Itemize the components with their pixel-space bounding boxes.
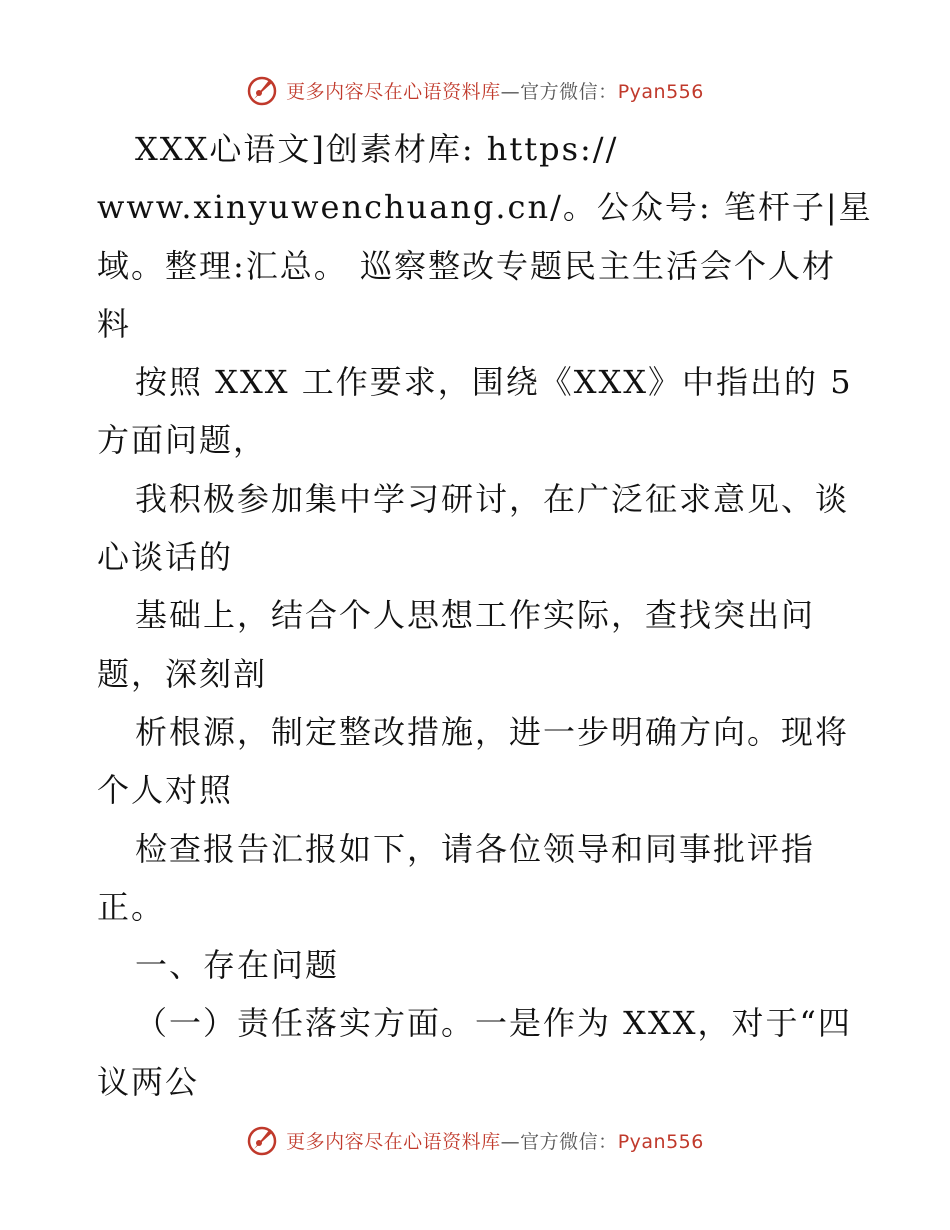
feather-pen-icon bbox=[246, 1123, 280, 1157]
document-line: XXX心语文]创素材库: https:// bbox=[135, 130, 619, 168]
header-watermark bbox=[0, 70, 950, 110]
watermark-dash: — bbox=[500, 1130, 521, 1153]
document-line: （一）责任落实方面。一是作为 XXX，对于“四 bbox=[135, 1004, 852, 1043]
document-line: 基础上，结合个人思想工作实际，查找突出问 bbox=[135, 596, 816, 635]
document-line: 心谈话的 bbox=[97, 538, 234, 577]
document-line: 题，深刻剖 bbox=[97, 654, 268, 693]
watermark-official: 官方微信： bbox=[520, 1130, 618, 1153]
document-line: 个人对照 bbox=[97, 771, 234, 810]
document-line: 我积极参加集中学习研讨，在广泛征求意见、谈 bbox=[135, 479, 850, 518]
watermark-brand: 更多内容尽在心语资料库 bbox=[286, 80, 501, 103]
document-line: 域。整理:汇总。 巡察整改专题民主生活会个人材 bbox=[97, 246, 836, 285]
watermark-id: Pyan556 bbox=[617, 80, 704, 103]
document-line: 料 bbox=[97, 304, 132, 343]
document-line: 析根源，制定整改措施，进一步明确方向。现将 bbox=[135, 712, 850, 751]
document-line: 议两公 bbox=[97, 1062, 200, 1101]
watermark-dash: — bbox=[500, 80, 521, 103]
watermark-brand: 更多内容尽在心语资料库 bbox=[286, 1130, 501, 1153]
footer-watermark bbox=[0, 1120, 950, 1160]
feather-pen-icon bbox=[246, 73, 280, 107]
document-body bbox=[97, 120, 873, 1111]
watermark-id: Pyan556 bbox=[617, 1130, 704, 1153]
document-line: 方面问题， bbox=[97, 421, 268, 460]
document-line: 一、存在问题 bbox=[135, 946, 340, 985]
document-line: www.xinyuwenchuang.cn/。公众号: 笔杆子|星 bbox=[97, 188, 873, 227]
watermark-text bbox=[286, 77, 704, 104]
watermark-official: 官方微信： bbox=[520, 80, 618, 103]
document-line: 检查报告汇报如下，请各位领导和同事批评指 bbox=[135, 829, 816, 868]
document-line: 正。 bbox=[97, 887, 166, 926]
watermark-text bbox=[286, 1127, 704, 1154]
document-line: 按照 XXX 工作要求，围绕《XXX》中指出的 5 bbox=[135, 363, 853, 402]
